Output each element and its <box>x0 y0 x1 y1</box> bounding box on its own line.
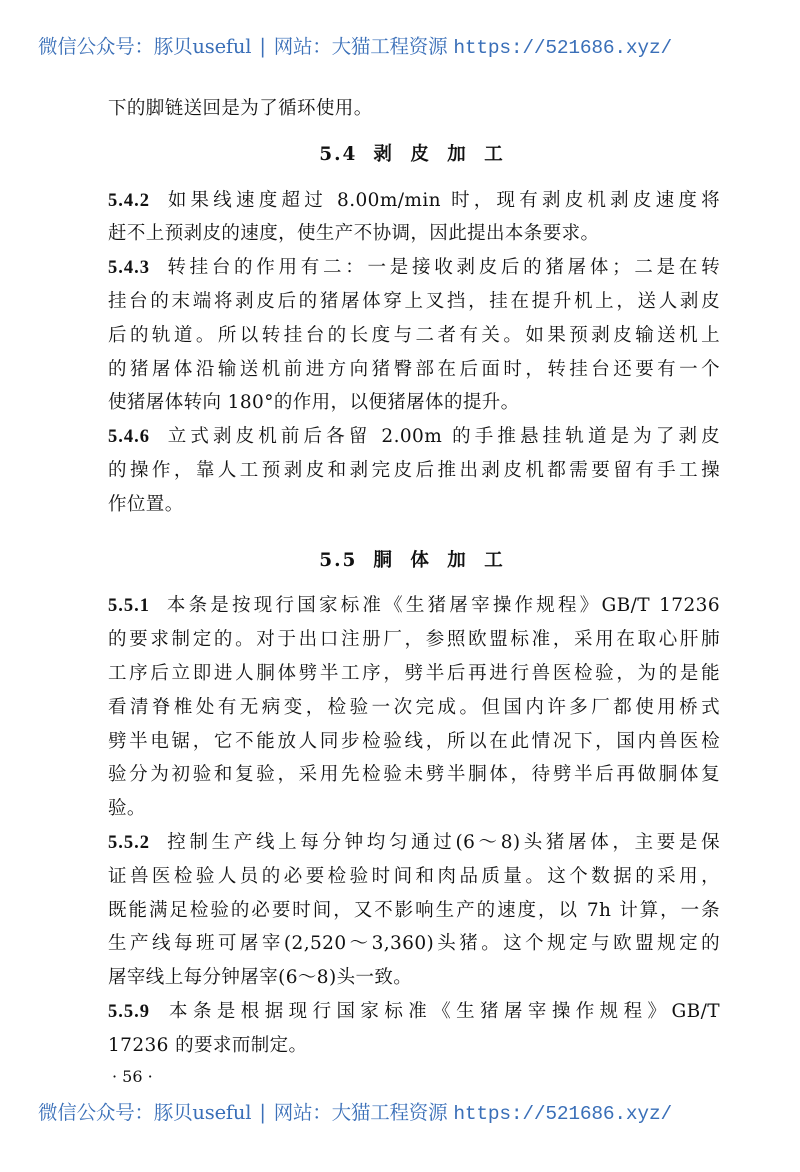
section-heading-5-4 <box>108 138 720 172</box>
clause-text: 验。 <box>108 798 146 820</box>
clause-text: 赶不上预剥皮的速度，使生产不协调，因此提出本条要求。 <box>108 223 600 245</box>
section-number: 5.4 <box>319 143 358 165</box>
clause-number: 5.4.3 <box>108 258 150 279</box>
clause-text: 劈半电锯，它不能放人同步检验线，所以在此情况下，国内兽医检 <box>108 730 720 752</box>
clause-text: 控制生产线上每分钟均匀通过(6～8)头猪屠体，主要是保 <box>164 831 720 853</box>
clause-5-5-9 <box>108 995 720 1063</box>
clause-text: 立式剥皮机前后各留 2.00m 的手推悬挂轨道是为了剥皮 <box>164 426 720 448</box>
clause-text: 屠宰线上每分钟屠宰(6～8)头一致。 <box>108 967 413 989</box>
clause-text: 如果线速度超过 8.00m/min 时，现有剥皮机剥皮速度将 <box>164 189 720 211</box>
clause-number: 5.5.1 <box>108 596 150 617</box>
watermark-wechat-label: 微信公众号：豚贝useful <box>38 35 252 58</box>
clause-text: 的操作，靠人工预剥皮和剥完皮后推出剥皮机都需要留有手工操 <box>108 459 720 481</box>
clause-text: 的猪屠体沿输送机前进方向猪臀部在后面时，转挂台还要有一个 <box>108 358 720 380</box>
intro-line: 下的脚链送回是为了循环使用。 <box>108 98 373 119</box>
section-title: 胴 体 加 工 <box>373 549 509 571</box>
clause-text: 工序后立即进人胴体劈半工序，劈半后再进行兽医检验，为的是能 <box>108 662 720 684</box>
watermark-site-label: 网站：大猫工程资源 <box>273 35 448 58</box>
clause-text: 验分为初验和复验，采用先检验未劈半胴体，待劈半后再做胴体复 <box>108 764 720 786</box>
clause-number: 5.5.2 <box>108 832 150 853</box>
clause-text: 的要求制定的。对于出口注册厂，参照欧盟标准，采用在取心肝肺 <box>108 629 720 651</box>
clause-text: 证兽医检验人员的必要检验时间和肉品质量。这个数据的采用， <box>108 865 720 887</box>
section-title: 剥 皮 加 工 <box>373 143 509 165</box>
clause-5-4-6 <box>108 420 720 521</box>
watermark-url: https://521686.xyz/ <box>453 1103 672 1125</box>
clause-text: 既能满足检验的必要时间，又不影响生产的速度，以 7h 计算，一条 <box>108 899 720 921</box>
watermark-separator: | <box>259 35 266 58</box>
clause-text: 挂台的末端将剥皮后的猪屠体穿上叉挡，挂在提升机上，送人剥皮 <box>108 290 720 312</box>
clause-text: 看清脊椎处有无病变，检验一次完成。但国内许多厂都使用桥式 <box>108 696 720 718</box>
section-heading-5-5 <box>108 544 720 578</box>
clause-text: 本条是根据现行国家标准《生猪屠宰操作规程》GB/T <box>164 1000 720 1022</box>
clause-number: 5.4.6 <box>108 427 150 448</box>
clause-text: 本条是按现行国家标准《生猪屠宰操作规程》GB/T 17236 <box>164 595 720 617</box>
clause-text: 后的轨道。所以转挂台的长度与二者有关。如果预剥皮输送机上 <box>108 324 720 346</box>
clause-5-4-3 <box>108 251 720 420</box>
clause-text: 转挂台的作用有二：一是接收剥皮后的猪屠体；二是在转 <box>164 257 720 279</box>
watermark-footer <box>38 1097 778 1125</box>
clause-text: 生产线每班可屠宰(2,520～3,360)头猪。这个规定与欧盟规定的 <box>108 933 720 955</box>
clause-text: 作位置。 <box>108 493 184 515</box>
clause-number: 5.4.2 <box>108 190 150 211</box>
watermark-separator: | <box>259 1101 266 1124</box>
watermark-header <box>38 31 778 59</box>
watermark-url: https://521686.xyz/ <box>453 37 672 59</box>
watermark-wechat-label: 微信公众号：豚贝useful <box>38 1101 252 1124</box>
clause-5-4-2 <box>108 184 720 252</box>
document-body <box>108 92 720 1086</box>
watermark-site-label: 网站：大猫工程资源 <box>273 1101 448 1124</box>
clause-5-5-2 <box>108 826 720 995</box>
page-number: · 56 · <box>112 1066 153 1086</box>
clause-number: 5.5.9 <box>108 1001 150 1022</box>
section-number: 5.5 <box>319 549 358 571</box>
clause-text: 使猪屠体转向 180°的作用，以便猪屠体的提升。 <box>108 392 520 414</box>
clause-text: 17236 的要求而制定。 <box>108 1034 308 1056</box>
clause-5-5-1 <box>108 589 720 826</box>
